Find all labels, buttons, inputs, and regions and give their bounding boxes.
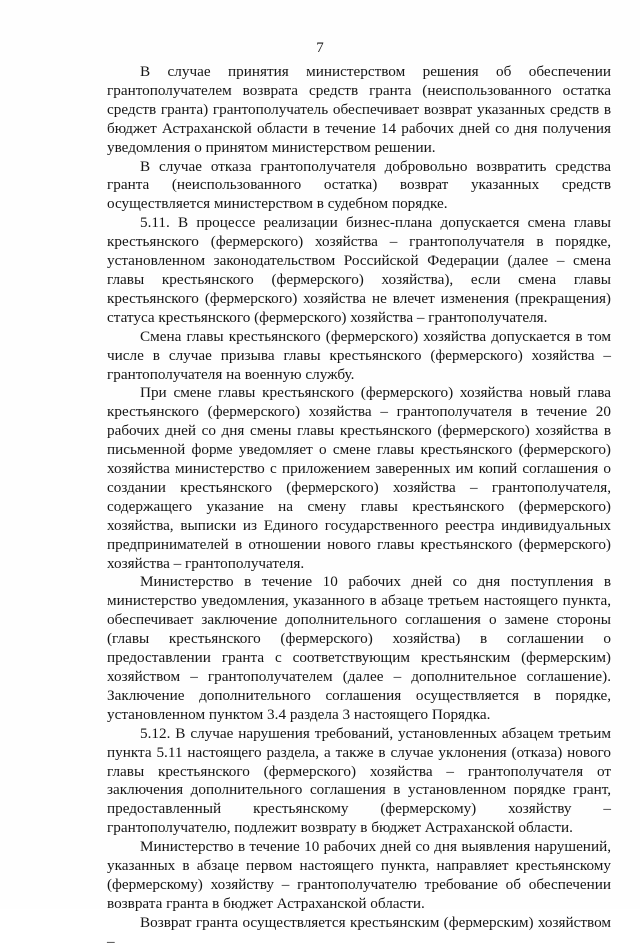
paragraph-notification: При смене главы крестьянского (фермерского) хозяйства новый глава крестьянского (фермерского) хозяйства – грантополучателя в течение 20 рабочих дней со дня смены главы крестьянского (фермерского) хозяйства в письменной форме уведомляет о смене главы крестьянского (фермерского) хозяйства министерство с приложением заверенных им копий соглашения о создании крестьянского (фермерского) хозяйства – грантополучателя, содержащего указание на смену главы крестьянского (фермерского) хозяйства, выписки из Единого государственного реестра индивидуальных предпринимателей в отношении нового главы крестьянского (фермерского) хозяйства – грантополучателя. <box>107 384 611 572</box>
paragraph-additional-agreement: Министерство в течение 10 рабочих дней со дня поступления в министерство уведомления, указанного в абзаце третьем настоящего пункта, обеспечивает заключение дополнительного соглашения о замене стороны (главы крестьянского (фермерского) хозяйства) в соглашении о предоставлении гранта с соответствующим крестьянским (фермерским) хозяйством – грантополучателем (далее – дополнительное соглашение). Заключение дополнительного соглашения осуществляется в порядке, установленном пунктом 3.4 раздела 3 настоящего Порядка. <box>107 573 611 723</box>
paragraph-refusal-court: В случае отказа грантополучателя добровольно возвратить средства гранта (неиспользованного остатка) возврат указанных средств осуществляется министерством в судебном порядке. <box>107 157 611 213</box>
page-number: 7 <box>316 40 324 56</box>
paragraph-ministry-demand: Министерство в течение 10 рабочих дней со дня выявления нарушений, указанных в абзаце первом настоящего пункта, направляет крестьянскому (фермерскому) хозяйству – грантополучателю требование об обеспечении возврата гранта в бюджет Астраханской области. <box>107 838 611 912</box>
paragraph-5-11-head-change: 5.11. В процессе реализации бизнес-плана допускается смена главы крестьянского (фермерского) хозяйства – грантополучателя в порядке, установленном законодательством Российской Федерации (далее – смена главы крестьянского (фермерского) хозяйства), если смена главы крестьянского (фермерского) хозяйства не влечет изменения (прекращения) статуса крестьянского (фермерского) хозяйства – грантополучателя. <box>107 214 611 326</box>
paragraph-grant-return: Возврат гранта осуществляется крестьянским (фермерским) хозяйством – <box>107 913 611 950</box>
paragraph-refund-by-decision: В случае принятия министерством решения об обеспечении грантополучателем возврата средств гранта (неиспользованного остатка средств гранта) грантополучатель обеспечивает возврат указанных средств в бюджет Астраханской области в течение 14 рабочих дней со дня получения уведомления о принятом министерством решении. <box>107 63 611 156</box>
document-body <box>107 63 611 952</box>
paragraph-5-12-violation: 5.12. В случае нарушения требований, установленных абзацем третьим пункта 5.11 настоящего раздела, а также в случае уклонения (отказа) нового главы крестьянского (фермерского) хозяйства – грантополучателя от заключения дополнительного соглашения в установленном порядке грант, предоставленный крестьянскому (фермерскому) хозяйству – грантополучателю, подлежит возврату в бюджет Астраханской области. <box>107 724 611 837</box>
paragraph-military-service: Смена главы крестьянского (фермерского) хозяйства допускается в том числе в случае призыва главы крестьянского (фермерского) хозяйства – грантополучателя на военную службу. <box>107 327 611 383</box>
